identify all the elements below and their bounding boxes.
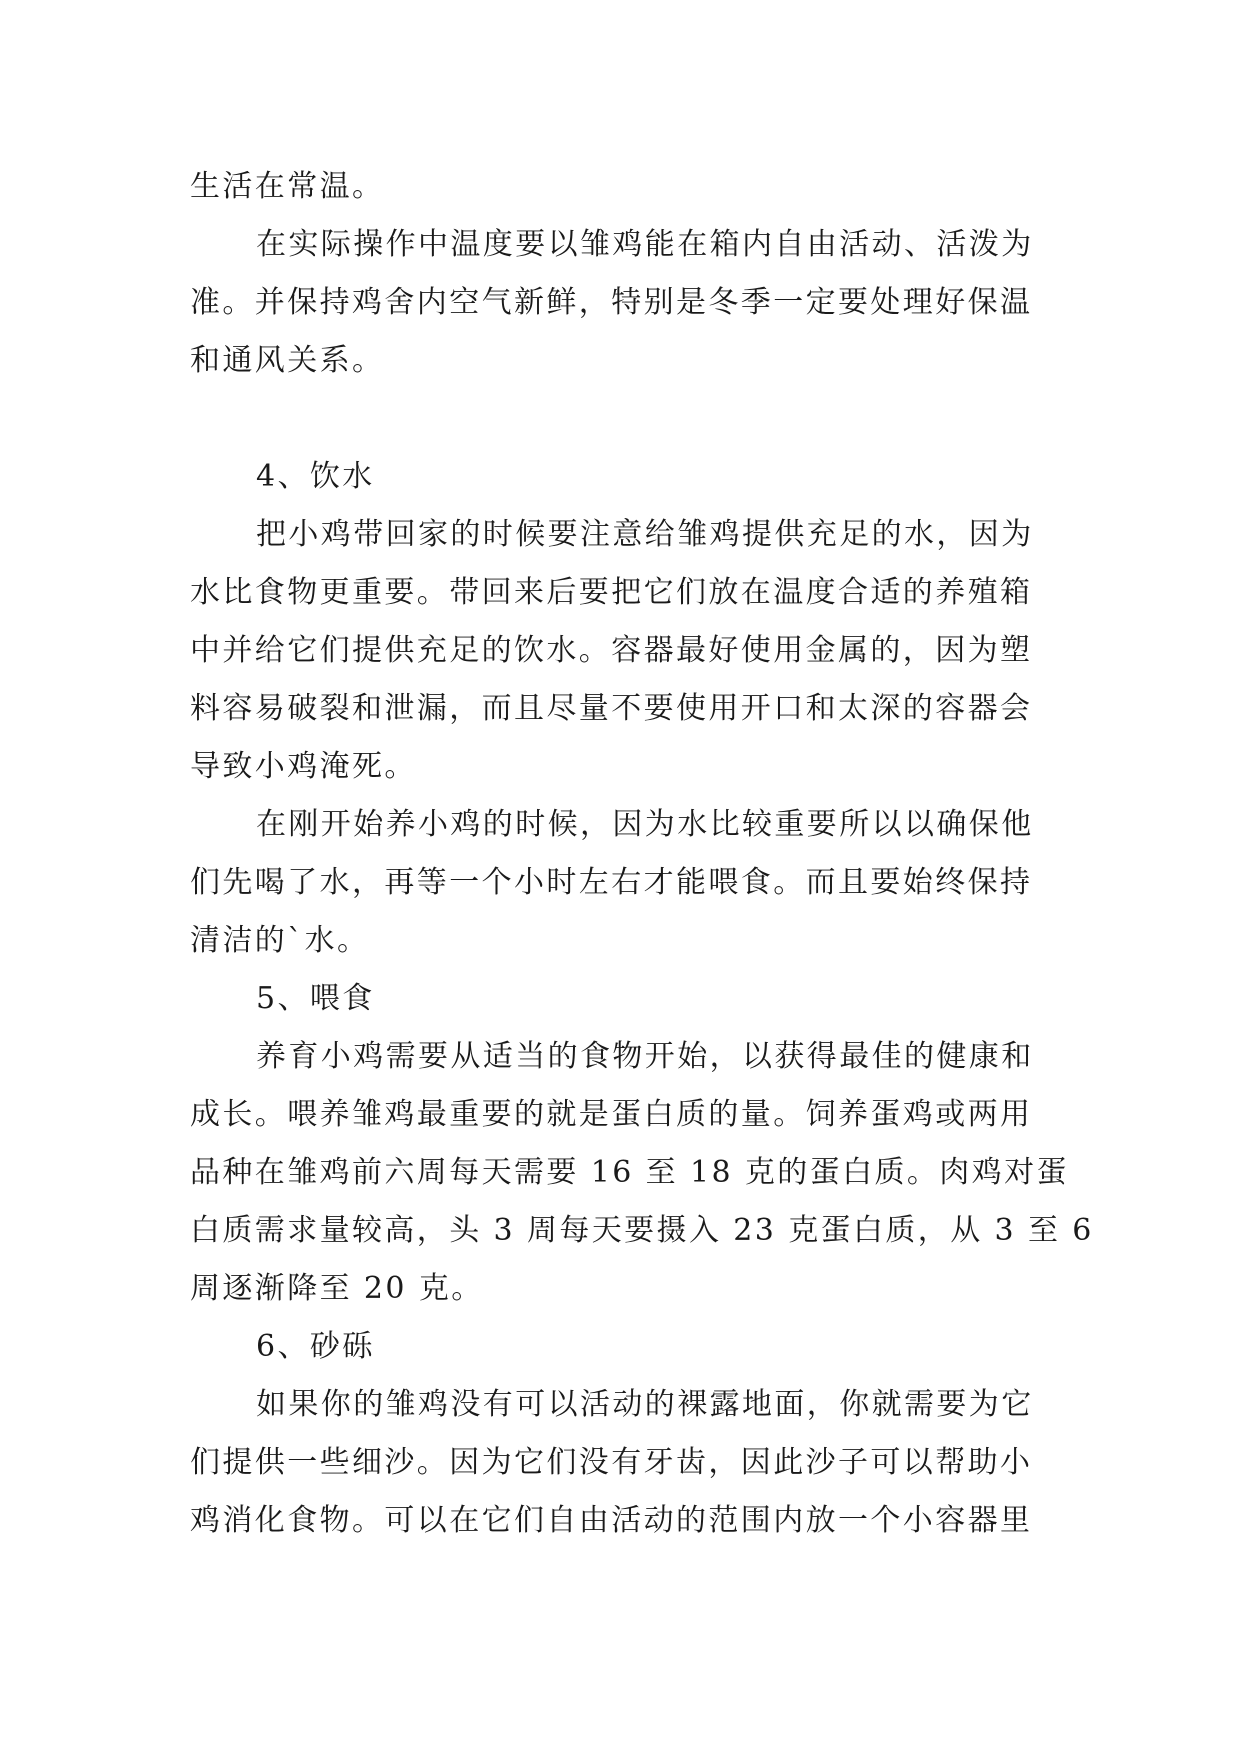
paragraph-grit	[190, 1376, 1052, 1550]
text-line: 在实际操作中温度要以雏鸡能在箱内自由活动、活泼为	[256, 227, 1034, 262]
text-line: 白质需求量较高，头 3 周每天要摄入 23 克蛋白质，从 3 至 6	[190, 1213, 1094, 1248]
text-line: 导致小鸡淹死。	[190, 749, 417, 784]
text-line: 准。并保持鸡舍内空气新鲜，特别是冬季一定要处理好保温	[190, 285, 1033, 320]
section-heading-feeding	[190, 970, 1052, 1028]
text-line: 和通风关系。	[190, 343, 385, 378]
text-line: 们提供一些细沙。因为它们没有牙齿，因此沙子可以帮助小	[190, 1445, 1033, 1480]
blank-line	[190, 390, 1052, 448]
paragraph-feeding	[190, 1028, 1094, 1318]
section-heading-water	[190, 448, 1052, 506]
text-line: 生活在常温。	[190, 169, 385, 204]
text-line: 品种在雏鸡前六周每天需要 16 至 18 克的蛋白质。肉鸡对蛋	[190, 1155, 1069, 1190]
document-page	[190, 158, 1094, 1550]
paragraph-water-2	[190, 796, 1052, 970]
paragraph-water-1	[190, 506, 1052, 796]
text-line: 把小鸡带回家的时候要注意给雏鸡提供充足的水，因为	[256, 517, 1034, 552]
heading-text: 4、饮水	[256, 459, 375, 494]
text-line: 鸡消化食物。可以在它们自由活动的范围内放一个小容器里	[190, 1503, 1033, 1538]
text-line: 成长。喂养雏鸡最重要的就是蛋白质的量。饲养蛋鸡或两用	[190, 1097, 1033, 1132]
text-line: 周逐渐降至 20 克。	[190, 1271, 484, 1306]
text-line: 水比食物更重要。带回来后要把它们放在温度合适的养殖箱	[190, 575, 1033, 610]
heading-text: 6、砂砾	[256, 1329, 375, 1364]
text-line: 在刚开始养小鸡的时候，因为水比较重要所以以确保他	[256, 807, 1034, 842]
text-line: 清洁的`水。	[190, 923, 370, 958]
text-line: 如果你的雏鸡没有可以活动的裸露地面，你就需要为它	[256, 1387, 1034, 1422]
text-line: 养育小鸡需要从适当的食物开始，以获得最佳的健康和	[256, 1039, 1034, 1074]
text-line: 料容易破裂和泄漏，而且尽量不要使用开口和太深的容器会	[190, 691, 1033, 726]
section-heading-grit	[190, 1318, 1052, 1376]
paragraph-continued	[190, 158, 1052, 216]
text-line: 中并给它们提供充足的饮水。容器最好使用金属的，因为塑	[190, 633, 1033, 668]
text-line: 们先喝了水，再等一个小时左右才能喂食。而且要始终保持	[190, 865, 1033, 900]
paragraph-temperature	[190, 216, 1052, 390]
heading-text: 5、喂食	[256, 981, 375, 1016]
